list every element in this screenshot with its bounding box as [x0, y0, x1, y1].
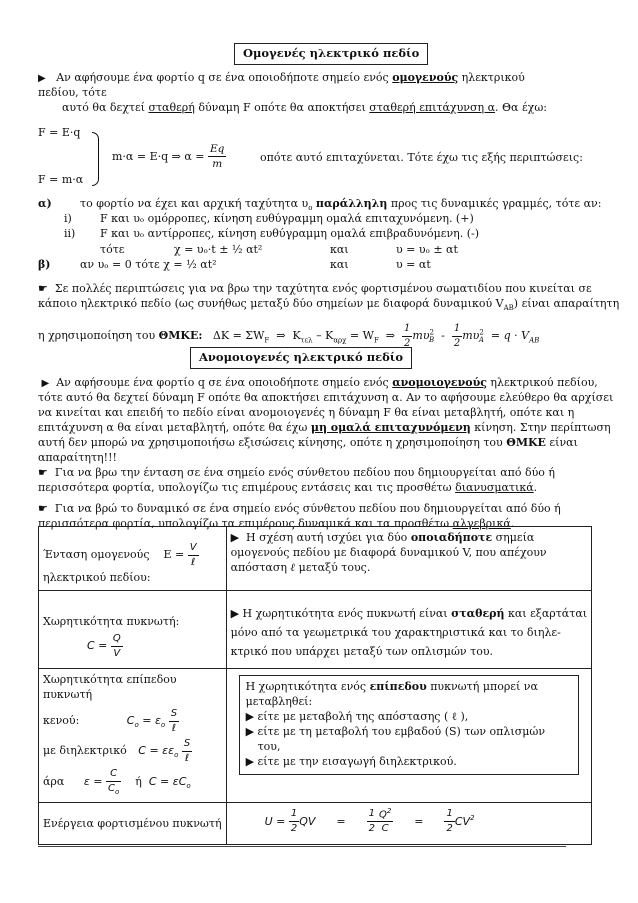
- text-run: μεταξύ τους.: [295, 560, 371, 574]
- text-run: κίνηση. Στην περίπτωση: [470, 420, 611, 434]
- text-run: κενού:: [43, 714, 80, 728]
- text-underline: αλγεβρικά: [452, 516, 511, 530]
- table-cell-field-note: [226, 527, 592, 591]
- text-underline: διανυσματικά: [455, 480, 534, 494]
- text-run: mυ: [412, 329, 430, 343]
- text-run: άρα: [43, 775, 65, 789]
- table-cell-field-intensity: [39, 527, 227, 591]
- text-run: mυ: [462, 329, 480, 343]
- table-row: [39, 802, 592, 844]
- text-run: =: [336, 814, 346, 828]
- superscript: 2: [386, 806, 392, 815]
- case-b-text: αν υₒ = 0 τότε χ = ½ αt²: [80, 258, 217, 271]
- fraction-half: [289, 807, 299, 835]
- text-line: Ενέργεια φορτισμένου πυκνωτή: [43, 816, 222, 830]
- equation-v-zero: υ = αt: [396, 258, 431, 271]
- text-run: Για να βρω την ένταση σε ένα σημείο ενός σύνθετου πεδίου που δημιουργείται από δύο ή: [54, 465, 556, 479]
- fraction-half: [402, 322, 412, 350]
- fraction-denominator: ℓ: [184, 752, 190, 764]
- text-bold: ΘΜΚΕ:: [158, 329, 203, 343]
- text-run: πυκνωτή μπορεί να: [426, 680, 538, 694]
- case-i-text: F και υₒ ομόρροπες, κίνηση ευθύγραμμη ομαλά επιταχυνόμενη. (+): [100, 212, 474, 225]
- case-ii-label: ii): [64, 227, 76, 240]
- subscript: o: [160, 721, 166, 730]
- text-run: είναι: [545, 435, 578, 449]
- subscript: o: [114, 788, 120, 797]
- fraction-q-over-v: [111, 632, 123, 660]
- text-run: ηλεκτρικού πεδίου, τότε: [38, 71, 525, 99]
- text-line: μεταβληθεί:: [245, 695, 313, 709]
- text-run: περισσότερα φορτία, υπολογίζω τις επιμέρους εντάσεις και τις προσθέτω: [38, 480, 456, 494]
- fraction-denominator: C: [381, 823, 389, 835]
- text-run: C =: [87, 639, 108, 653]
- fraction-c-over-co: [106, 767, 121, 797]
- pointing-hand-icon: ☛: [38, 465, 48, 479]
- text-run: Κ: [292, 329, 301, 343]
- text-run: U =: [264, 814, 286, 828]
- text-run: = q · V: [490, 329, 530, 343]
- table-row: [39, 527, 592, 591]
- text-run: C = εε: [138, 744, 175, 758]
- text-line: μόνο από τα γεωμετρικά του χαρακτηριστικά και το διηλε-: [230, 626, 561, 640]
- paragraph-nonhomogeneous: [38, 376, 614, 532]
- fraction-q2-over-c: [377, 807, 393, 837]
- text-run: E =: [163, 548, 185, 562]
- text-run: m·α = E·q ⇒ α =: [112, 149, 208, 163]
- text-bold: ανομοιογενούς: [392, 376, 487, 389]
- subscript: αρχ: [333, 336, 347, 345]
- section-title-text: Ανομοιογενές ηλεκτρικό πεδίο: [199, 350, 404, 364]
- text-run: Αν αφήσουμε ένα φορτίο q σε ένα οποιοδήποτε σημείο ενός: [56, 71, 393, 84]
- text-run: με διηλεκτρικό: [43, 744, 127, 758]
- fraction-numerator: Eq: [208, 142, 226, 157]
- text-bold: μη ομαλά επιταχυνόμενη: [310, 420, 471, 434]
- text-line: να κινείται και επειδή το πεδίο είναι ανομοιογενές η δύναμη F θα είναι μεταβλητή, οπότε και η: [38, 405, 575, 419]
- text-run: ε =: [83, 775, 103, 789]
- triangle-bullet-icon: ▶: [245, 725, 255, 738]
- text-run: είτε με την εισαγωγή διηλεκτρικού.: [257, 754, 457, 768]
- equation-acceleration: [112, 142, 226, 172]
- pointing-hand-icon: ☛: [38, 501, 48, 515]
- text-run: Σε πολλές περιπτώσεις για να βρω την ταχύτητα ενός φορτισμένου σωματιδίου που κινείται σε: [54, 282, 592, 295]
- fraction-s-over-l: [169, 707, 179, 735]
- text-line: Χωρητικότητα επίπεδου πυκνωτή: [43, 673, 177, 702]
- fraction-half: [444, 807, 454, 835]
- case-label: α): [38, 197, 52, 210]
- text-line: ηλεκτρικού πεδίου:: [43, 571, 151, 585]
- subscript: o: [174, 751, 179, 760]
- text-run: ηλεκτρικού πεδίου,: [486, 376, 598, 389]
- fraction-numerator: Q: [111, 632, 123, 647]
- subscript: F: [373, 336, 379, 345]
- subscript: A: [478, 336, 484, 345]
- fraction-denominator: 2: [404, 337, 411, 349]
- table-row: [39, 669, 592, 802]
- text-run: περισσότερα φορτία, υπολογίζω τα επιμέρους δυναμικά και τα προσθέτω: [38, 516, 453, 530]
- text-run: Η χωρητικότητα ενός: [245, 680, 370, 694]
- kai-word: και: [330, 258, 349, 271]
- fraction-half: [367, 807, 377, 835]
- text-run: είτε με τη μεταβολή του εμβαδού (S) των οπλισμών: [257, 725, 546, 738]
- table-cell-plate-capacitor: [39, 669, 227, 802]
- fraction-numerator: V: [188, 541, 199, 556]
- text-line: Χωρητικότητα πυκνωτή:: [43, 615, 180, 629]
- text-run: το φορτίο να έχει και αρχική ταχύτητα υ: [80, 197, 309, 210]
- text-line: κτρικό που υπάρχει μεταξύ των οπλισμών του.: [230, 645, 493, 659]
- fraction-numerator: S: [182, 737, 192, 752]
- triangle-bullet-icon: ▶: [245, 710, 255, 724]
- text-run: είτε με μεταβολή της απόστασης ( ℓ ),: [257, 710, 469, 724]
- fraction-numerator: C: [106, 767, 121, 782]
- triangle-bullet-icon: ▶: [230, 531, 240, 544]
- fraction-denominator: 2: [290, 822, 298, 834]
- section-title-text: Ομογενές ηλεκτρικό πεδίο: [243, 46, 420, 60]
- text-run: .: [533, 480, 538, 494]
- fraction-denominator: ℓ: [171, 722, 176, 734]
- fraction-denominator: V: [113, 647, 121, 659]
- text-bold: οποιαδήποτε: [410, 531, 493, 544]
- text-run: κάποιο ηλεκτρικό πεδίο (ως συνήθως μεταξύ δύο σημείων με διαφορά δυναμικού V: [38, 296, 504, 310]
- text-run: – Κ: [312, 329, 334, 343]
- formula-table: [38, 526, 592, 845]
- text-line: ομογενούς πεδίου με διαφορά δυναμικού V, που απέχουν: [230, 545, 547, 559]
- subscript: B: [428, 336, 435, 345]
- brace-icon: [92, 132, 99, 186]
- text-run: ΔΚ = ΣW: [212, 329, 265, 343]
- case-a-label: [38, 197, 52, 212]
- text-line: απαραίτητη!!!: [38, 450, 117, 464]
- section-title-homogeneous: [234, 43, 428, 65]
- fraction-denominator: ℓ: [191, 556, 196, 568]
- fraction-numerator: 1: [444, 807, 454, 822]
- case-label: β): [38, 258, 51, 271]
- text-bold: σταθερή: [451, 607, 505, 621]
- case-b-label: [38, 258, 51, 273]
- fraction-numerator: 1: [452, 322, 462, 337]
- equation-v: υ = υₒ ± αt: [396, 243, 458, 256]
- text-run: απόσταση: [230, 560, 291, 574]
- fraction-denominator: 2: [453, 337, 461, 349]
- thmke-equation-line: η χρησιμοποίηση του ΘΜΚΕ: $\Delta K = \Sigma W_F$ ⇒ $K_{\tau\varepsilon\lambda} - K_{\alpha\rho\chi} = W_F$ ⇒ $\frac{1}{2}$ $m\upsilon^2_B$ - $\frac{1}{2}$ $m\upsilon^2_A = q \cdot V_{AB}$: [38, 323, 540, 349]
- text-run: C = εC: [148, 775, 187, 789]
- text-run: αυτό θα δεχτεί: [62, 100, 149, 114]
- text-run: επιτάχυνση α θα είναι μεταβλητή, οπότε θα έχω: [38, 420, 311, 434]
- section-title-nonhomogeneous: [190, 347, 412, 369]
- table-cell-capacitance-note: [226, 591, 592, 669]
- triangle-bullet-icon: ▶: [230, 607, 240, 621]
- text-run: Για να βρώ το δυναμικό σε ένα σημείο ενός σύνθετου πεδίου που δημιουργείται από δύο ή: [54, 501, 561, 515]
- text-run: Αν αφήσουμε ένα φορτίο q σε ένα οποιοδήποτε σημείο ενός: [56, 376, 393, 389]
- fraction-half: [452, 322, 462, 350]
- equation-x: χ = υₒ·t ± ½ αt²: [174, 243, 263, 256]
- subscript: o: [134, 721, 139, 730]
- text-run: η χρησιμοποίηση του: [38, 329, 159, 343]
- text-run: ή: [135, 775, 142, 789]
- table-cell-capacitance: [39, 591, 227, 669]
- triangle-bullet-icon: ▶: [41, 378, 50, 389]
- kai-word: και: [330, 243, 349, 256]
- text-run: .: [510, 516, 515, 530]
- subscript: o: [186, 782, 191, 791]
- pointing-hand-icon: ☛: [38, 282, 48, 295]
- fraction-v-over-l: [188, 541, 199, 569]
- triangle-bullet-icon: ▶: [38, 73, 46, 84]
- subscript: F: [264, 336, 270, 345]
- fraction-numerator: 1: [367, 807, 377, 822]
- text-bold: παράλληλη: [315, 197, 388, 210]
- tote-word: τότε: [100, 243, 125, 256]
- superscript: 2: [470, 813, 475, 822]
- text-run: Η σχέση αυτή ισχύει για δύο: [246, 531, 411, 544]
- text-run: = W: [346, 329, 374, 343]
- text-bold: ℓ: [290, 560, 296, 574]
- subscript: AB: [503, 304, 514, 313]
- text-underline: σταθερή επιτάχυνση α: [369, 100, 496, 114]
- fraction-numerator: Q: [378, 808, 387, 820]
- fraction-eq-over-m: [208, 142, 226, 172]
- text-run: Η χωρητικότητα ενός πυκνωτή είναι: [242, 607, 452, 621]
- triangle-bullet-icon: ▶: [245, 754, 255, 768]
- case-i-label: i): [64, 212, 72, 225]
- text-run: QV: [299, 814, 316, 828]
- equation-f-eq: F = E·q: [38, 126, 81, 139]
- text-bold: επίπεδου: [369, 680, 427, 694]
- fraction-denominator: 2: [368, 822, 375, 834]
- text-line: του,: [257, 739, 281, 753]
- text-run: αυτή δεν μπορώ να χρησιμοποιήσω εξισώσεις κίνησης, οπότε η χρησιμοποίηση του: [38, 435, 507, 449]
- text-run: προς τις δυναμικές γραμμές, τότε αν:: [387, 197, 602, 210]
- table-cell-energy: [39, 802, 227, 844]
- fraction-s-over-l: [182, 737, 192, 765]
- paragraph-thmke: [38, 282, 620, 314]
- fraction-numerator: S: [169, 707, 179, 722]
- text-run: σημεία: [492, 531, 535, 544]
- fraction-numerator: 1: [289, 807, 299, 822]
- paragraph-intro-homogeneous: [38, 71, 568, 116]
- table-cell-plate-note: [226, 669, 592, 802]
- subscript: ο: [308, 204, 313, 213]
- fraction-denominator: C: [108, 783, 115, 795]
- subscript: τελ: [300, 336, 313, 345]
- fraction-denominator: 2: [446, 822, 453, 834]
- text-run: C: [126, 714, 135, 728]
- text-run: και εξαρτάται: [504, 607, 588, 621]
- plate-note-box: [239, 675, 580, 775]
- table-row: [39, 591, 592, 669]
- text-run: CV: [454, 814, 471, 828]
- text-run: = ε: [138, 714, 161, 728]
- text-bold: ΘΜΚΕ: [506, 435, 546, 449]
- table-cell-energy-formula: [226, 802, 592, 844]
- text-run: δύναμη F οπότε θα αποκτήσει: [194, 100, 370, 114]
- text-run: =: [414, 814, 424, 828]
- text-underline: σταθερή: [148, 100, 195, 114]
- text-run: Ένταση ομογενούς: [43, 548, 150, 562]
- text-run: . Θα έχω:: [495, 100, 547, 114]
- fraction-numerator: 1: [402, 322, 412, 337]
- text-bold: ομογενούς: [392, 71, 459, 84]
- subscript: AB: [529, 336, 540, 345]
- footer-divider: [38, 846, 566, 847]
- equation-f-ma: F = m·α: [38, 173, 84, 186]
- text-line: τότε αυτό θα δεχτεί δύναμη F οπότε θα αποκτήσει επιτάχυνση α. Αν το αφήσουμε ελεύθερο θα αρχίσει: [38, 390, 614, 404]
- fraction-denominator: m: [212, 158, 223, 171]
- text-run: ) είναι απαραίτητη: [513, 296, 620, 310]
- case-ii-text: F και υₒ αντίρροπες, κίνηση ευθύγραμμη ομαλά επιβραδυνόμενη. (-): [100, 227, 480, 240]
- equation-comment: οπότε αυτό επιταχύνεται. Τότε έχω τις εξής περιπτώσεις:: [260, 151, 583, 164]
